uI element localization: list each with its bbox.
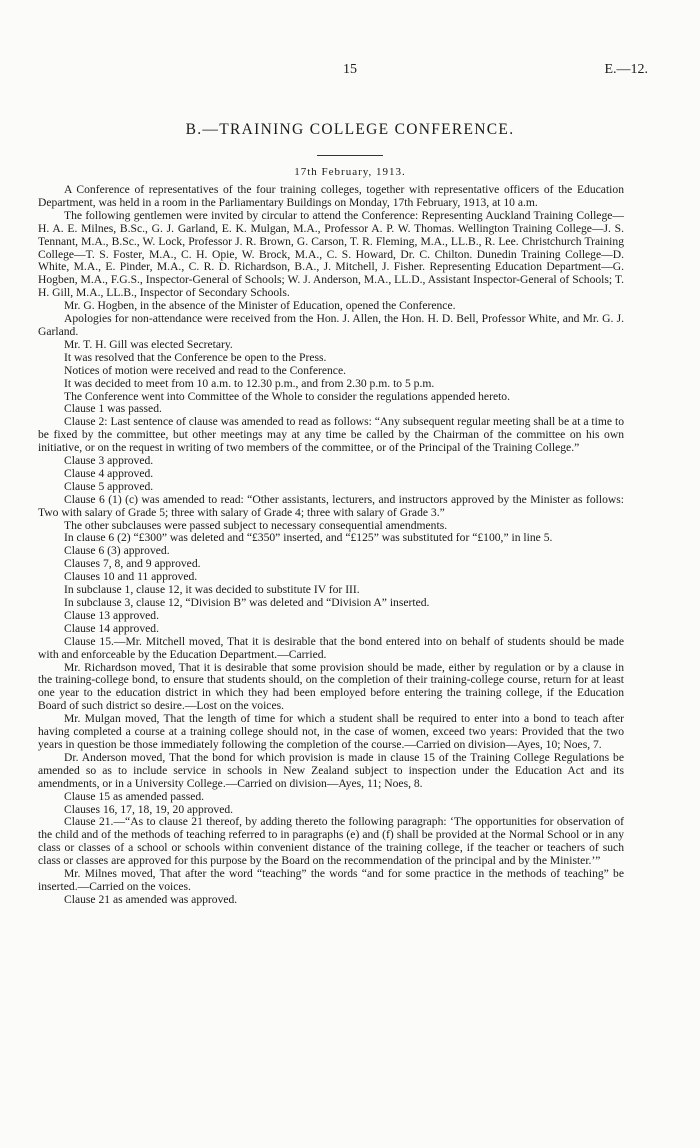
paragraph: In subclause 3, clause 12, “Division B” was deleted and “Division A” inserted. bbox=[64, 596, 430, 609]
paragraph: Clause 4 approved. bbox=[64, 466, 154, 480]
paragraph: Mr. Milnes moved, That after the word “teaching” the words “and for some practice in the methods of teaching” be inserted.—Carried on the voices. bbox=[38, 867, 624, 893]
paragraph: A Conference of representatives of the four training colleges, together with representative officers of the Education Department, was held in a room in the Parliamentary Buildings on Monday, 17th February, 1913, at 10 a.m. bbox=[38, 183, 624, 209]
title-divider bbox=[317, 155, 383, 156]
paragraph: Clause 5 approved. bbox=[64, 479, 154, 493]
paragraph: The Conference went into Committee of the Whole to consider the regulations appended hereto. bbox=[64, 389, 511, 403]
paragraph: Apologies for non-attendance were received from the Hon. J. Allen, the Hon. H. D. Bell, Professor White, and Mr. G. J. Garland. bbox=[38, 312, 624, 338]
paragraph: Mr. T. H. Gill was elected Secretary. bbox=[64, 337, 233, 351]
paragraph: In subclause 1, clause 12, it was decided to substitute IV for III. bbox=[64, 583, 360, 597]
paragraph: In clause 6 (2) “£300” was deleted and “£350” inserted, and “£125” was substituted for “£100,” in line 5. bbox=[64, 531, 553, 545]
paragraph: Clause 6 (3) approved. bbox=[64, 544, 170, 558]
paragraph: Clause 3 approved. bbox=[64, 454, 154, 468]
paragraph: Dr. Anderson moved, That the bond for which provision is made in clause 15 of the Training College Regulations be amended so as to include service in schools in New Zealand subject to inspection under the Education Act and its amendments, or in a University College.—Carried on division—Ayes, 11; Noes, 8. bbox=[38, 750, 624, 790]
paragraph: Clause 6 (1) (c) was amended to read: “Other assistants, lecturers, and instructors approved by the Minister as follows: Two with salary of Grade 5; three with salary of Grade 4; three with salary of Grade 3.” bbox=[38, 492, 624, 519]
paragraph: Clause 2: Last sentence of clause was amended to read as follows: “Any subsequent regular meeting shall be at a time to be fixed by the committee, but other meetings may at any time be called by the Chairman of the committee on his own initiative, or on the request in writing of two members of the committee, or of the Principal of the Training College.” bbox=[38, 415, 624, 455]
paragraph: Clause 21.—“As to clause 21 thereof, by adding thereto the following paragraph: ‘The opportunities for observation of the child and of the methods of teaching referred to in paragraphs (e) and (f) shall be provided at the Normal School or in any class or classes of a school or schools within convenient distance of the training college, if the teacher or teachers of such class or classes are approved for this purpose by the Board on the recommendation of the principal and by the Minister.’” bbox=[38, 815, 624, 868]
paragraph: Mr. G. Hogben, in the absence of the Minister of Education, opened the Conference. bbox=[64, 299, 456, 313]
paragraph: It was resolved that the Conference be open to the Press. bbox=[64, 350, 327, 364]
section-title: B.—TRAINING COLLEGE CONFERENCE. bbox=[185, 121, 515, 138]
paragraph: Clauses 7, 8, and 9 approved. bbox=[64, 557, 201, 571]
paragraph: Clause 14 approved. bbox=[64, 621, 159, 635]
paragraph: Clauses 16, 17, 18, 19, 20 approved. bbox=[64, 802, 234, 816]
paragraph: It was decided to meet from 10 a.m. to 12.30 p.m., and from 2.30 p.m. to 5 p.m. bbox=[64, 376, 435, 390]
paragraph: The following gentlemen were invited by circular to attend the Conference: Representing Auckland Training College—H. A. E. Milnes, B.Sc., G. J. Garland, E. K. Mulgan, M.A., Professor A. P. W. Thomas. Wellington Training College—J. S. Tennant, M.A., B.Sc., W. Lock, Professor J. R. Brown, G. Carson, T. R. Fleming, M.A., LL.B., R. Lee. Christchurch Training College—T. S. Foster, M.A., C. H. Opie, W. Brock, M.A., C. S. Howard, Dr. C. Chilton. Dunedin Training College—D. White, M.A., E. Pinder, M.A., C. R. D. Richardson, B.A., J. Mitchell, J. Fisher. Representing Education Department—G. Hogben, M.A., F.G.S., Inspector-General of Schools; W. J. Anderson, M.A., LL.D., Assistant Inspector-General of Schools; T. H. Gill, M.A., LL.B., Inspector of Secondary Schools. bbox=[38, 208, 624, 300]
conference-date: 17th February, 1913. bbox=[294, 166, 406, 178]
paragraph: Mr. Mulgan moved, That the length of time for which a student shall be required to enter into a bond to teach after having completed a course at a training college should not, in the case of women, exceed two years: Provided that the two years in question be those immediately following the completion of the course.—Carried on division—Ayes, 10; Noes, 7. bbox=[38, 712, 624, 751]
paragraph: Clause 21 as amended was approved. bbox=[64, 892, 238, 906]
paragraph: Clause 15.—Mr. Mitchell moved, That it is desirable that the bond entered into on behalf of students should be made with and enforceable by the Education Department.—Carried. bbox=[38, 634, 624, 661]
page-number: 15 bbox=[343, 62, 357, 77]
paragraph: Clauses 10 and 11 approved. bbox=[64, 570, 198, 584]
paragraph: Mr. Richardson moved, That it is desirable that some provision should be made, either by regulation or by a clause in the training-college bond, to ensure that students should, on the completion of their training-college course, return for at least one year to the education district in which they had been employed before entering the training college, if the Education Board of such district so desire.—Lost on the voices. bbox=[38, 660, 624, 713]
minutes-body bbox=[38, 184, 624, 907]
paragraph: Notices of motion were received and read to the Conference. bbox=[64, 363, 346, 377]
paragraph: Clause 1 was passed. bbox=[64, 402, 162, 416]
paragraph: Clause 13 approved. bbox=[64, 608, 159, 622]
paragraph: The other subclauses were passed subject to necessary consequential amendments. bbox=[64, 518, 448, 532]
document-code: E.—12. bbox=[604, 62, 648, 77]
paragraph: Clause 15 as amended passed. bbox=[64, 789, 205, 803]
